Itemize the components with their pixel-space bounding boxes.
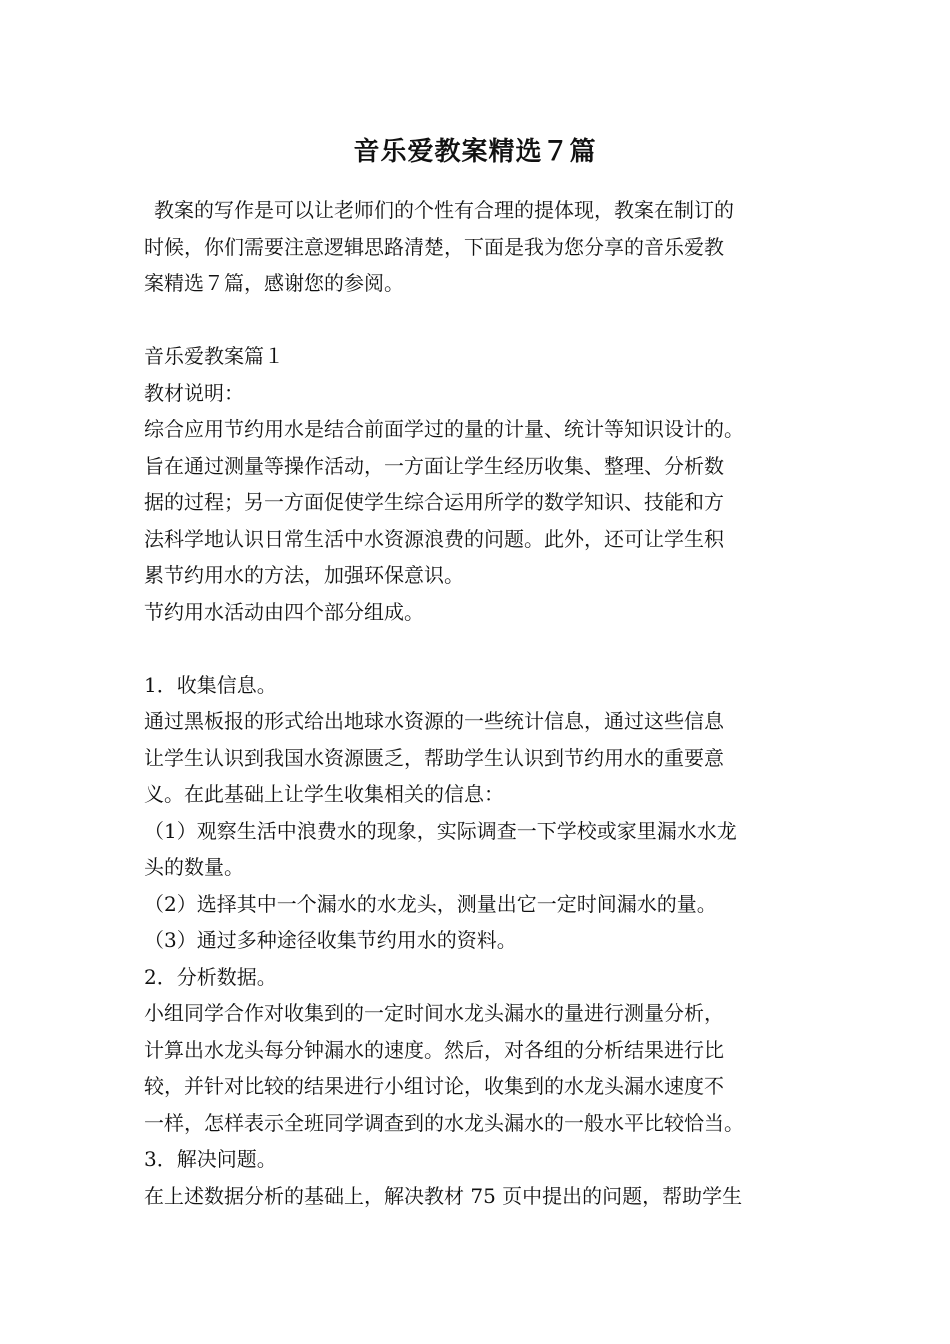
intro-paragraph-line: 时候，你们需要注意逻辑思路清楚，下面是我为您分享的音乐爱教 <box>144 234 724 259</box>
part2-line: 较，并针对比较的结果进行小组讨论，收集到的水龙头漏水速度不 <box>144 1074 724 1098</box>
part1-line: （3）通过多种途径收集节约用水的资料。 <box>144 928 517 952</box>
part2-line: 计算出水龙头每分钟漏水的速度。然后，对各组的分析结果进行比 <box>144 1037 724 1062</box>
material-line: 旨在通过测量等操作活动，一方面让学生经历收集、整理、分析数 <box>144 453 724 478</box>
intro-paragraph-line: 教案的写作是可以让老师们的个性有合理的提体现，教案在制订的 <box>154 198 734 222</box>
part1-heading: 1．收集信息。 <box>144 672 277 697</box>
document-body <box>144 192 814 1214</box>
paragraph-spacer <box>144 630 814 667</box>
part3-heading: 3．解决问题。 <box>144 1147 277 1171</box>
part2-heading: 2．分析数据。 <box>144 964 277 989</box>
part1-line: 头的数量。 <box>144 855 244 879</box>
part2-line: 小组同学合作对收集到的一定时间水龙头漏水的量进行测量分析， <box>144 1001 724 1025</box>
material-line: 节约用水活动由四个部分组成。 <box>144 599 424 624</box>
part1-line: 让学生认识到我国水资源匮乏，帮助学生认识到节约用水的重要意 <box>144 745 724 770</box>
material-line: 据的过程；另一方面促使学生综合运用所学的数学知识、技能和方 <box>144 490 724 514</box>
material-line: 综合应用节约用水是结合前面学过的量的计量、统计等知识设计的。 <box>144 417 744 441</box>
part1-line: （1）观察生活中浪费水的现象，实际调查一下学校或家里漏水水龙 <box>144 818 737 843</box>
section-heading: 音乐爱教案篇１ <box>144 344 284 368</box>
document-title: 音乐爱教案精选７篇 <box>353 137 597 167</box>
part1-line: 义。在此基础上让学生收集相关的信息： <box>144 782 504 806</box>
material-line: 法科学地认识日常生活中水资源浪费的问题。此外，还可让学生积 <box>144 526 724 551</box>
intro-paragraph-line: 案精选７篇，感谢您的参阅。 <box>144 271 404 295</box>
part2-line: 一样，怎样表示全班同学调查到的水龙头漏水的一般水平比较恰当。 <box>144 1110 744 1135</box>
part3-line: 在上述数据分析的基础上，解决教材 75 页中提出的问题，帮助学生 <box>144 1183 743 1208</box>
part1-line: （2）选择其中一个漏水的水龙头，测量出它一定时间漏水的量。 <box>144 891 717 916</box>
material-line: 累节约用水的方法，加强环保意识。 <box>144 563 464 587</box>
paragraph-spacer <box>144 302 814 339</box>
material-label: 教材说明： <box>144 380 244 405</box>
part1-line: 通过黑板报的形式给出地球水资源的一些统计信息，通过这些信息 <box>144 709 724 733</box>
